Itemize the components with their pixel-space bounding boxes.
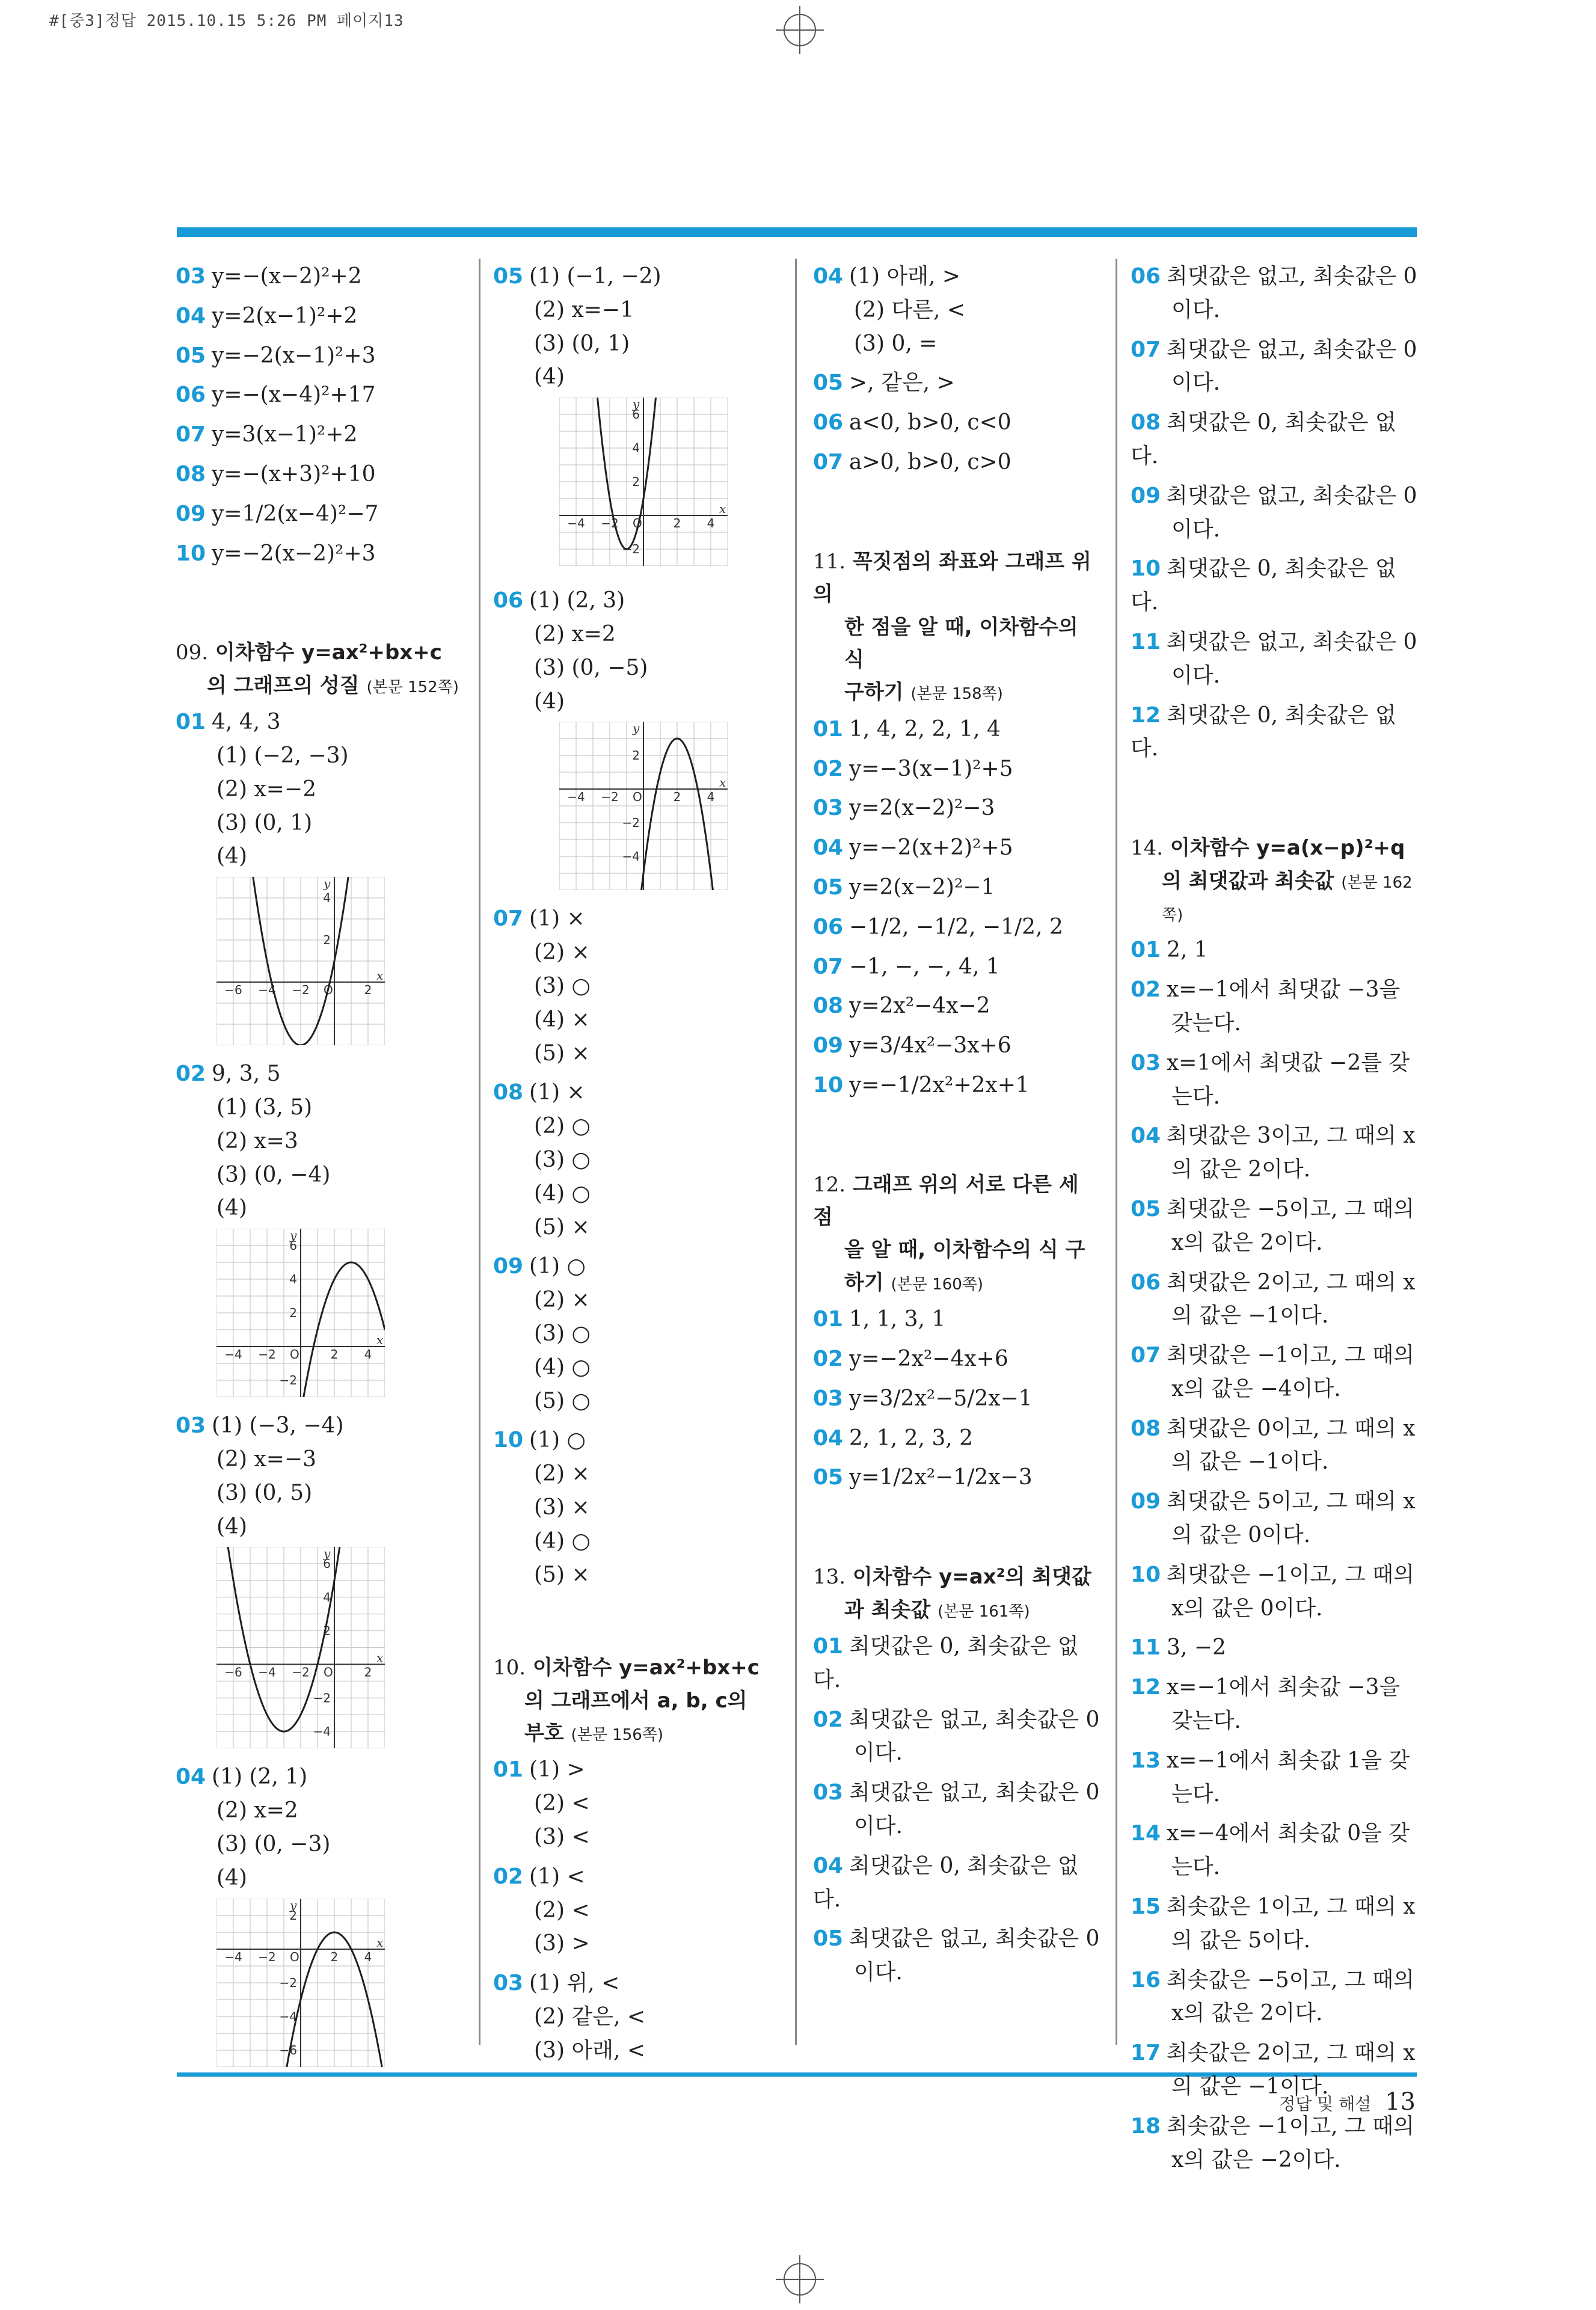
graph-09-05 xyxy=(559,398,728,566)
y-tick-label: −2 xyxy=(279,1975,297,1990)
x-tick-label: −2 xyxy=(292,1665,310,1680)
x-tick-label: −2 xyxy=(601,516,619,531)
x-tick-label: 2 xyxy=(673,790,681,805)
x-tick-label: −6 xyxy=(224,983,242,998)
x-tick-label: −4 xyxy=(567,516,585,531)
x-axis-label: x xyxy=(376,968,384,983)
y-axis-label: y xyxy=(324,877,331,891)
answer-10-01: 01 (1) > (2) < (3) < xyxy=(493,1757,590,1850)
answer-09-07: 07 (1) × (2) × (3) ○ (4) × (5) × xyxy=(493,906,591,1066)
x-axis-label: x xyxy=(719,502,726,517)
section-14-title: 14. 이차함수 y=a(x−p)²+q 의 최댓값과 최솟값 (본문 162쪽) xyxy=(1131,836,1413,924)
answer-10-07: 07 a>0, b>0, c>0 xyxy=(813,449,1011,475)
answer-list-13a: 01 최댓값은 0, 최솟값은 없다. 02 최댓값은 없고, 최솟값은 0 이다. 03 최댓값은 없고, 최솟값은 0 이다. 04 최댓값은 0, 최솟값은 없다. 05 최댓값은 없고, 최솟값은 0 이다. xyxy=(813,1634,1100,1985)
graph-09-01 xyxy=(216,877,385,1045)
origin-label: O xyxy=(290,1949,299,1964)
answer-list-13b: 06 최댓값은 없고, 최솟값은 0 이다. 07 최댓값은 없고, 최솟값은 0 이다. 08 최댓값은 0, 최솟값은 없다. 09 최댓값은 없고, 최솟값은 0 이다. 10 최댓값은 0, 최솟값은 없다. 11 최댓값은 없고, 최솟값은 0 이다. 12 최댓값은 0, 최솟값은 없다. xyxy=(1131,264,1417,761)
x-tick-label: 4 xyxy=(364,1347,372,1362)
section-12-title: 12. 그래프 위의 서로 다른 세 점 을 알 때, 이차함수의 식 구 하기 (본문 160쪽) xyxy=(813,1172,1085,1295)
x-tick-label: −2 xyxy=(258,1949,276,1964)
x-axis-label: x xyxy=(376,1650,384,1665)
answer-10-04: 04 (1) 아래, > (2) 다른, < (3) 0, = xyxy=(813,264,966,356)
graph-09-03 xyxy=(216,1547,385,1748)
y-axis-label: y xyxy=(633,398,640,412)
column-3 xyxy=(813,260,1105,1995)
y-tick-label: 4 xyxy=(323,891,331,906)
y-axis-label: y xyxy=(633,722,640,736)
y-tick-label: 2 xyxy=(632,748,640,763)
y-tick-label: −2 xyxy=(622,542,640,557)
origin-label: O xyxy=(633,516,642,531)
x-tick-label: −4 xyxy=(224,1347,242,1362)
answer-list-12: 01 1, 1, 3, 1 02 y=−2x²−4x+6 03 y=3/2x²−5/2x−1 04 2, 1, 2, 3, 2 05 y=1/2x²−1/2x−3 xyxy=(813,1307,1033,1490)
graph-09-04 xyxy=(216,1899,385,2067)
x-tick-label: −2 xyxy=(258,1347,276,1362)
x-tick-label: 4 xyxy=(707,516,715,531)
answer-list-14: 01 2, 1 02 x=−1에서 최댓값 −3을 갖는다. 03 x=1에서 최댓값 −2를 갖 는다. 04 최댓값은 3이고, 그 때의 x 의 값은 2이다. 05 최댓값은 −5이고, 그 때의 x의 값은 2이다. 06 최댓값은 2이고, 그 때의 x 의 값은 −1이다. 07 최댓값은 −1이고, 그 때의 x의 값은 −4이다. 08 최댓값은 0이고, 그 때의 x 의 값은 −1이다. 09 최댓값은 5이고, 그 때의 x 의 값은 0이다. 10 최댓값은 −1이고, 그 때의 x의 값은 0이다. 11 3, −2 12 x=−1에서 최솟값 −3을 갖는다. 13 x=−1에서 최솟값 1을 갖 는다. 14 x=−4에서 최솟값 0을 갖 는다. 15 최솟값은 1이고, 그 때의 x 의 값은 5이다. 16 최솟값은 −5이고, 그 때의 x의 값은 2이다. 17 최솟값은 2이고, 그 때의 x 의 값은 −1이다. 18 최솟값은 −1이고, 그 때의 x의 값은 −2이다. xyxy=(1131,938,1416,2172)
y-tick-label: −2 xyxy=(622,816,640,831)
answer-09-05: 05 (1) (−1, −2) (2) x=−1 (3) (0, 1) (4) x y O −4 −2 2 4 −2 2 4 6 xyxy=(493,260,782,566)
footer-label: 정답 및 해설 xyxy=(1279,2094,1372,2114)
answer-09-04: 04 (1) (2, 1) (2) x=2 (3) (0, −3) (4) x y O −4 −2 2 4 −2 −4 −6 2 xyxy=(176,1760,464,2066)
y-axis-label: y xyxy=(324,1547,331,1561)
x-tick-label: 4 xyxy=(364,1949,372,1964)
answer-10-03: 03 (1) 위, < (2) 같은, < (3) 아래, < xyxy=(493,1971,646,2063)
y-tick-label: 2 xyxy=(289,1908,297,1923)
answer-09-09: 09 (1) ○ (2) × (3) ○ (4) ○ (5) ○ xyxy=(493,1254,591,1413)
x-tick-label: −4 xyxy=(567,790,585,805)
answer-09-10: 10 (1) ○ (2) × (3) × (4) ○ (5) × xyxy=(493,1428,591,1587)
origin-label: O xyxy=(324,1665,333,1680)
y-tick-label: −4 xyxy=(279,2009,297,2024)
y-tick-label: 4 xyxy=(289,1272,297,1287)
column-divider-1 xyxy=(479,259,480,2045)
x-tick-label: 2 xyxy=(364,983,372,998)
y-tick-label: 2 xyxy=(323,1623,331,1638)
y-tick-label: −2 xyxy=(279,1373,297,1388)
graph-09-06 xyxy=(559,722,728,890)
y-tick-label: 4 xyxy=(632,441,640,456)
answer-09-01: 01 4, 4, 3 (1) (−2, −3) (2) x=−2 (3) (0, 1) (4) x y O −6 −4 −2 2 2 4 xyxy=(176,705,464,1045)
x-tick-label: 2 xyxy=(364,1665,372,1680)
page-footer xyxy=(1279,2088,1416,2116)
answer-10-05: 05 >, 같은, > xyxy=(813,370,955,396)
y-tick-label: 6 xyxy=(289,1238,297,1253)
x-axis-label: x xyxy=(376,1333,384,1348)
x-tick-label: −2 xyxy=(292,983,310,998)
x-tick-label: 4 xyxy=(707,790,715,805)
answer-09-08: 08 (1) × (2) ○ (3) ○ (4) ○ (5) × xyxy=(493,1080,591,1239)
y-tick-label: 2 xyxy=(632,475,640,490)
origin-label: O xyxy=(290,1347,299,1362)
y-tick-label: −4 xyxy=(313,1724,331,1739)
y-tick-label: 6 xyxy=(323,1556,331,1571)
top-accent-bar xyxy=(177,227,1417,237)
x-tick-label: 2 xyxy=(330,1949,339,1964)
section-13-title: 13. 이차함수 y=ax²의 최댓값 과 최솟값 (본문 161쪽) xyxy=(813,1565,1091,1622)
section-09-title: 09. 이차함수 y=ax²+bx+c 의 그래프의 성질 (본문 152쪽) xyxy=(176,640,459,698)
registration-mark-top xyxy=(776,6,824,54)
y-tick-label: −2 xyxy=(313,1691,331,1706)
origin-label: O xyxy=(633,790,642,805)
y-tick-label: 6 xyxy=(632,407,640,422)
answer-09-06: 06 (1) (2, 3) (2) x=2 (3) (0, −5) (4) x y O −4 −2 2 4 −2 −4 2 xyxy=(493,584,782,890)
x-tick-label: 2 xyxy=(330,1347,339,1362)
column-divider-2 xyxy=(795,259,797,2045)
y-tick-label: −6 xyxy=(279,2042,297,2057)
answer-list-08: 03 y=−(x−2)²+2 04 y=2(x−1)²+2 05 y=−2(x−1)²+3 06 y=−(x−4)²+17 07 y=3(x−1)²+2 08 y=−(x+3)²+10 09 y=1/2(x−4)²−7 10 y=−2(x−2)²+3 xyxy=(176,264,379,566)
x-tick-label: −2 xyxy=(601,790,619,805)
origin-label: O xyxy=(324,983,333,998)
column-2 xyxy=(493,260,782,2074)
column-1 xyxy=(176,260,464,2079)
y-axis-label: y xyxy=(290,1229,297,1243)
graph-09-02 xyxy=(216,1229,385,1397)
column-divider-3 xyxy=(1116,259,1117,2045)
section-11-title: 11. 꼭짓점의 좌표와 그래프 위의 한 점을 알 때, 이차함수의 식 구하기 (본문 158쪽) xyxy=(813,549,1091,705)
answer-09-03: 03 (1) (−3, −4) (2) x=−3 (3) (0, 5) (4) x y O −6 −4 −2 2 −2 −4 2 4 6 xyxy=(176,1409,464,1748)
y-tick-label: 2 xyxy=(289,1306,297,1321)
print-header: #[중3]정답 2015.10.15 5:26 PM 페이지13 xyxy=(49,12,404,30)
column-4 xyxy=(1131,260,1419,2183)
section-10-title: 10. 이차함수 y=ax²+bx+c 의 그래프에서 a, b, c의 부호 (본문 156쪽) xyxy=(493,1656,760,1746)
y-tick-label: −4 xyxy=(622,849,640,864)
answer-09-02: 02 9, 3, 5 (1) (3, 5) (2) x=3 (3) (0, −4) (4) x y O −4 −2 2 4 −2 2 4 6 xyxy=(176,1057,464,1397)
y-axis-label: y xyxy=(290,1898,297,1912)
x-tick-label: 2 xyxy=(673,516,681,531)
answer-10-06: 06 a<0, b>0, c<0 xyxy=(813,410,1011,435)
y-tick-label: 2 xyxy=(323,933,331,948)
x-tick-label: −6 xyxy=(224,1665,242,1680)
x-axis-label: x xyxy=(376,1935,384,1950)
answer-10-02: 02 (1) < (2) < (3) > xyxy=(493,1864,590,1956)
answer-list-11: 01 1, 4, 2, 2, 1, 4 02 y=−3(x−1)²+5 03 y=2(x−2)²−3 04 y=−2(x+2)²+5 05 y=2(x−2)²−1 06 −1/2, −1/2, −1/2, 2 07 −1, −, −, 4, 1 08 y=2x²−4x−2 09 y=3/4x²−3x+6 10 y=−1/2x²+2x+1 xyxy=(813,716,1063,1098)
registration-mark-bottom xyxy=(776,2255,824,2303)
y-tick-label: 4 xyxy=(323,1590,331,1605)
x-axis-label: x xyxy=(719,775,726,790)
x-tick-label: −4 xyxy=(258,1665,276,1680)
x-tick-label: −4 xyxy=(258,983,276,998)
page-number: 13 xyxy=(1385,2088,1416,2116)
x-tick-label: −4 xyxy=(224,1949,242,1964)
